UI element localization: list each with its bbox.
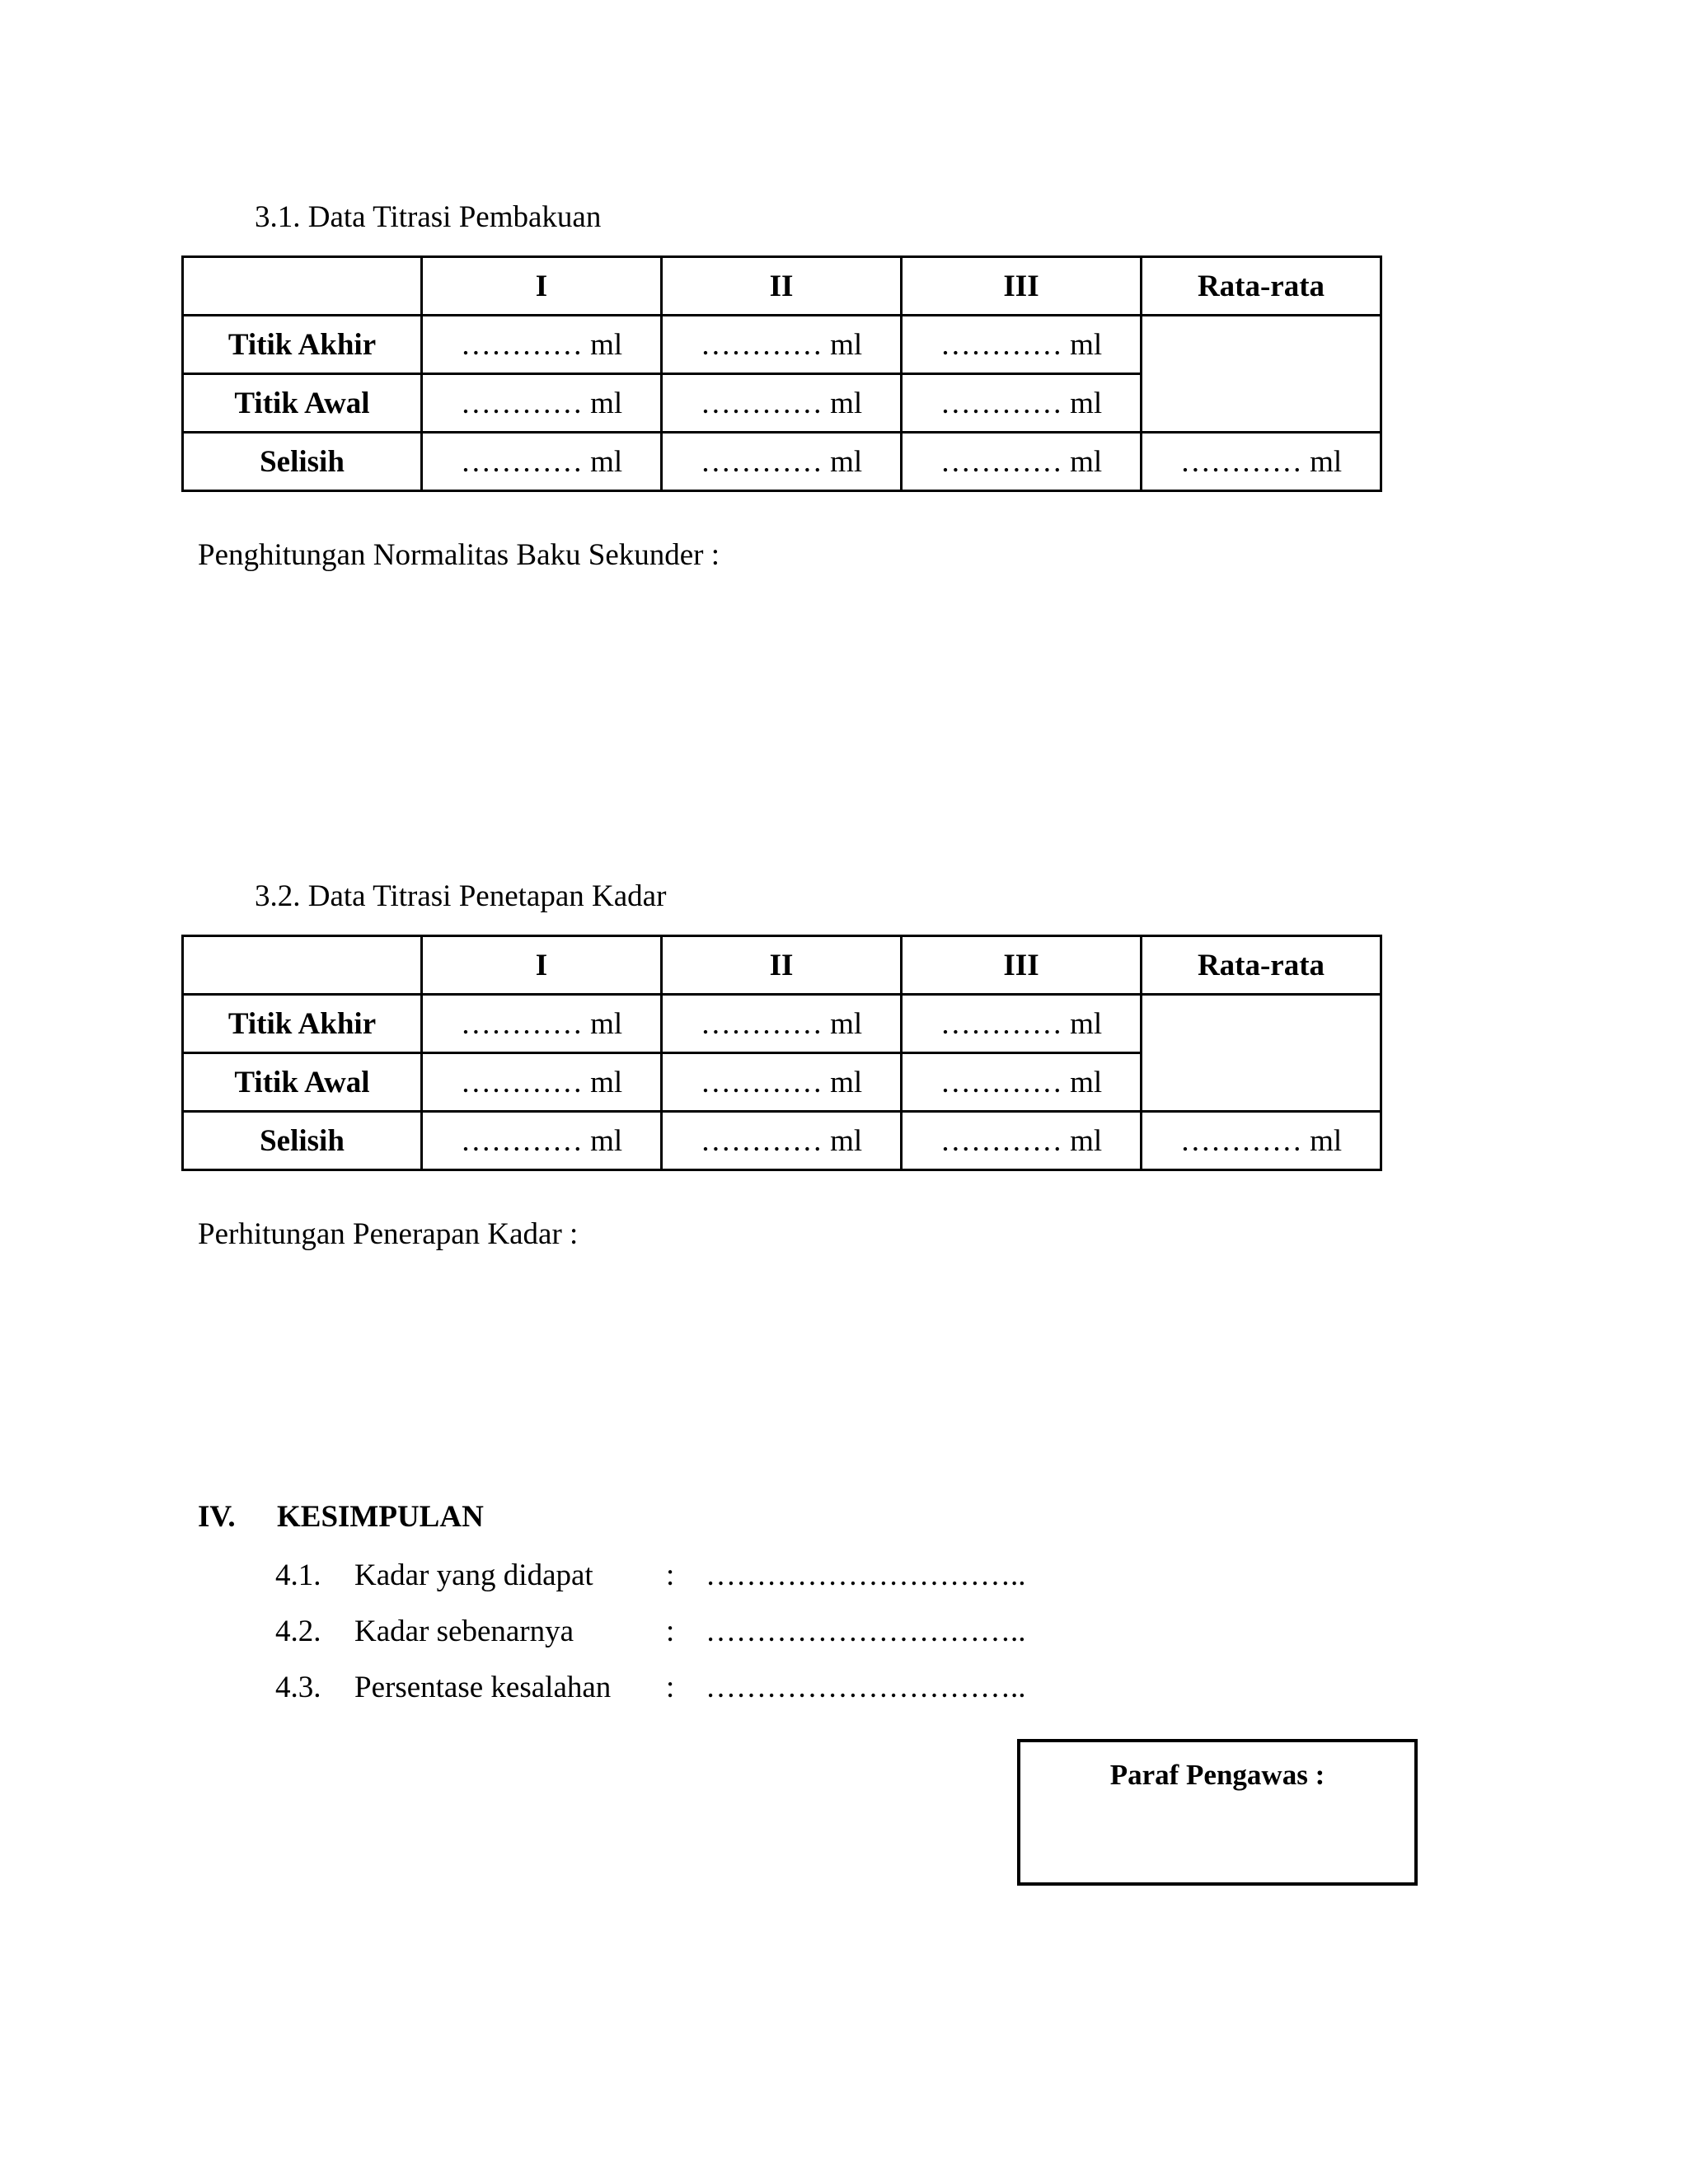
item-label: Kadar yang didapat	[354, 1558, 593, 1592]
header-empty	[183, 936, 422, 995]
value-field[interactable]: ………… ml	[902, 995, 1142, 1053]
value-field[interactable]: ………… ml	[662, 316, 902, 374]
item-value-field[interactable]: …………………………..	[706, 1558, 1026, 1592]
value-field[interactable]: ………… ml	[662, 1112, 902, 1170]
value-field[interactable]: ………… ml	[422, 995, 662, 1053]
table-row	[183, 433, 1381, 491]
header-empty	[183, 257, 422, 316]
item-value-field[interactable]: …………………………..	[706, 1615, 1026, 1648]
section-3-1-heading: 3.1. Data Titrasi Pembakuan	[255, 200, 602, 234]
item-colon: :	[666, 1671, 675, 1704]
section-3-2-heading: 3.2. Data Titrasi Penetapan Kadar	[255, 879, 667, 913]
value-field[interactable]: ………… ml	[662, 1053, 902, 1112]
item-number: 4.1.	[275, 1558, 321, 1592]
value-field[interactable]: ………… ml	[902, 433, 1142, 491]
average-field[interactable]: ………… ml	[1142, 1112, 1381, 1170]
item-number: 4.2.	[275, 1615, 321, 1648]
kesimpulan-item	[0, 1616, 1688, 1649]
item-number: 4.3.	[275, 1671, 321, 1704]
kesimpulan-numeral: IV.	[198, 1500, 236, 1534]
header-col-3: III	[902, 936, 1142, 995]
average-empty-cell	[1142, 995, 1381, 1112]
header-col-2: II	[662, 257, 902, 316]
table-header-row	[183, 257, 1381, 316]
item-colon: :	[666, 1558, 675, 1592]
item-label: Persentase kesalahan	[354, 1671, 612, 1704]
value-field[interactable]: ………… ml	[422, 374, 662, 433]
header-col-2: II	[662, 936, 902, 995]
value-field[interactable]: ………… ml	[662, 433, 902, 491]
table-row	[183, 995, 1381, 1053]
kesimpulan-title: KESIMPULAN	[277, 1500, 484, 1534]
header-col-1: I	[422, 257, 662, 316]
value-field[interactable]: ………… ml	[422, 433, 662, 491]
row-label-titik-akhir: Titik Akhir	[183, 316, 422, 374]
row-label-titik-awal: Titik Awal	[183, 374, 422, 433]
value-field[interactable]: ………… ml	[902, 1112, 1142, 1170]
value-field[interactable]: ………… ml	[422, 1112, 662, 1170]
titrasi-pembakuan-table	[181, 255, 1382, 492]
table-header-row	[183, 936, 1381, 995]
header-col-1: I	[422, 936, 662, 995]
value-field[interactable]: ………… ml	[422, 316, 662, 374]
row-label-titik-akhir: Titik Akhir	[183, 995, 422, 1053]
table-row	[183, 1112, 1381, 1170]
value-field[interactable]: ………… ml	[422, 1053, 662, 1112]
value-field[interactable]: ………… ml	[662, 995, 902, 1053]
paraf-pengawas-label: Paraf Pengawas :	[1109, 1759, 1325, 1791]
header-average: Rata-rata	[1142, 257, 1381, 316]
value-field[interactable]: ………… ml	[902, 374, 1142, 433]
header-average: Rata-rata	[1142, 936, 1381, 995]
paraf-pengawas-box[interactable]	[1017, 1739, 1418, 1886]
row-label-selisih: Selisih	[183, 433, 422, 491]
average-field[interactable]: ………… ml	[1142, 433, 1381, 491]
item-label: Kadar sebenarnya	[354, 1615, 574, 1648]
calculation-label-kadar: Perhitungan Penerapan Kadar :	[198, 1217, 579, 1251]
row-label-selisih: Selisih	[183, 1112, 422, 1170]
kesimpulan-item	[0, 1672, 1688, 1705]
value-field[interactable]: ………… ml	[902, 1053, 1142, 1112]
item-colon: :	[666, 1615, 675, 1648]
item-value-field[interactable]: …………………………..	[706, 1671, 1026, 1704]
row-label-titik-awal: Titik Awal	[183, 1053, 422, 1112]
average-empty-cell	[1142, 316, 1381, 433]
titrasi-penetapan-table	[181, 935, 1382, 1171]
value-field[interactable]: ………… ml	[902, 316, 1142, 374]
table-row	[183, 316, 1381, 374]
kesimpulan-item	[0, 1560, 1688, 1593]
value-field[interactable]: ………… ml	[662, 374, 902, 433]
header-col-3: III	[902, 257, 1142, 316]
calculation-label-normalitas: Penghitungan Normalitas Baku Sekunder :	[198, 538, 720, 572]
